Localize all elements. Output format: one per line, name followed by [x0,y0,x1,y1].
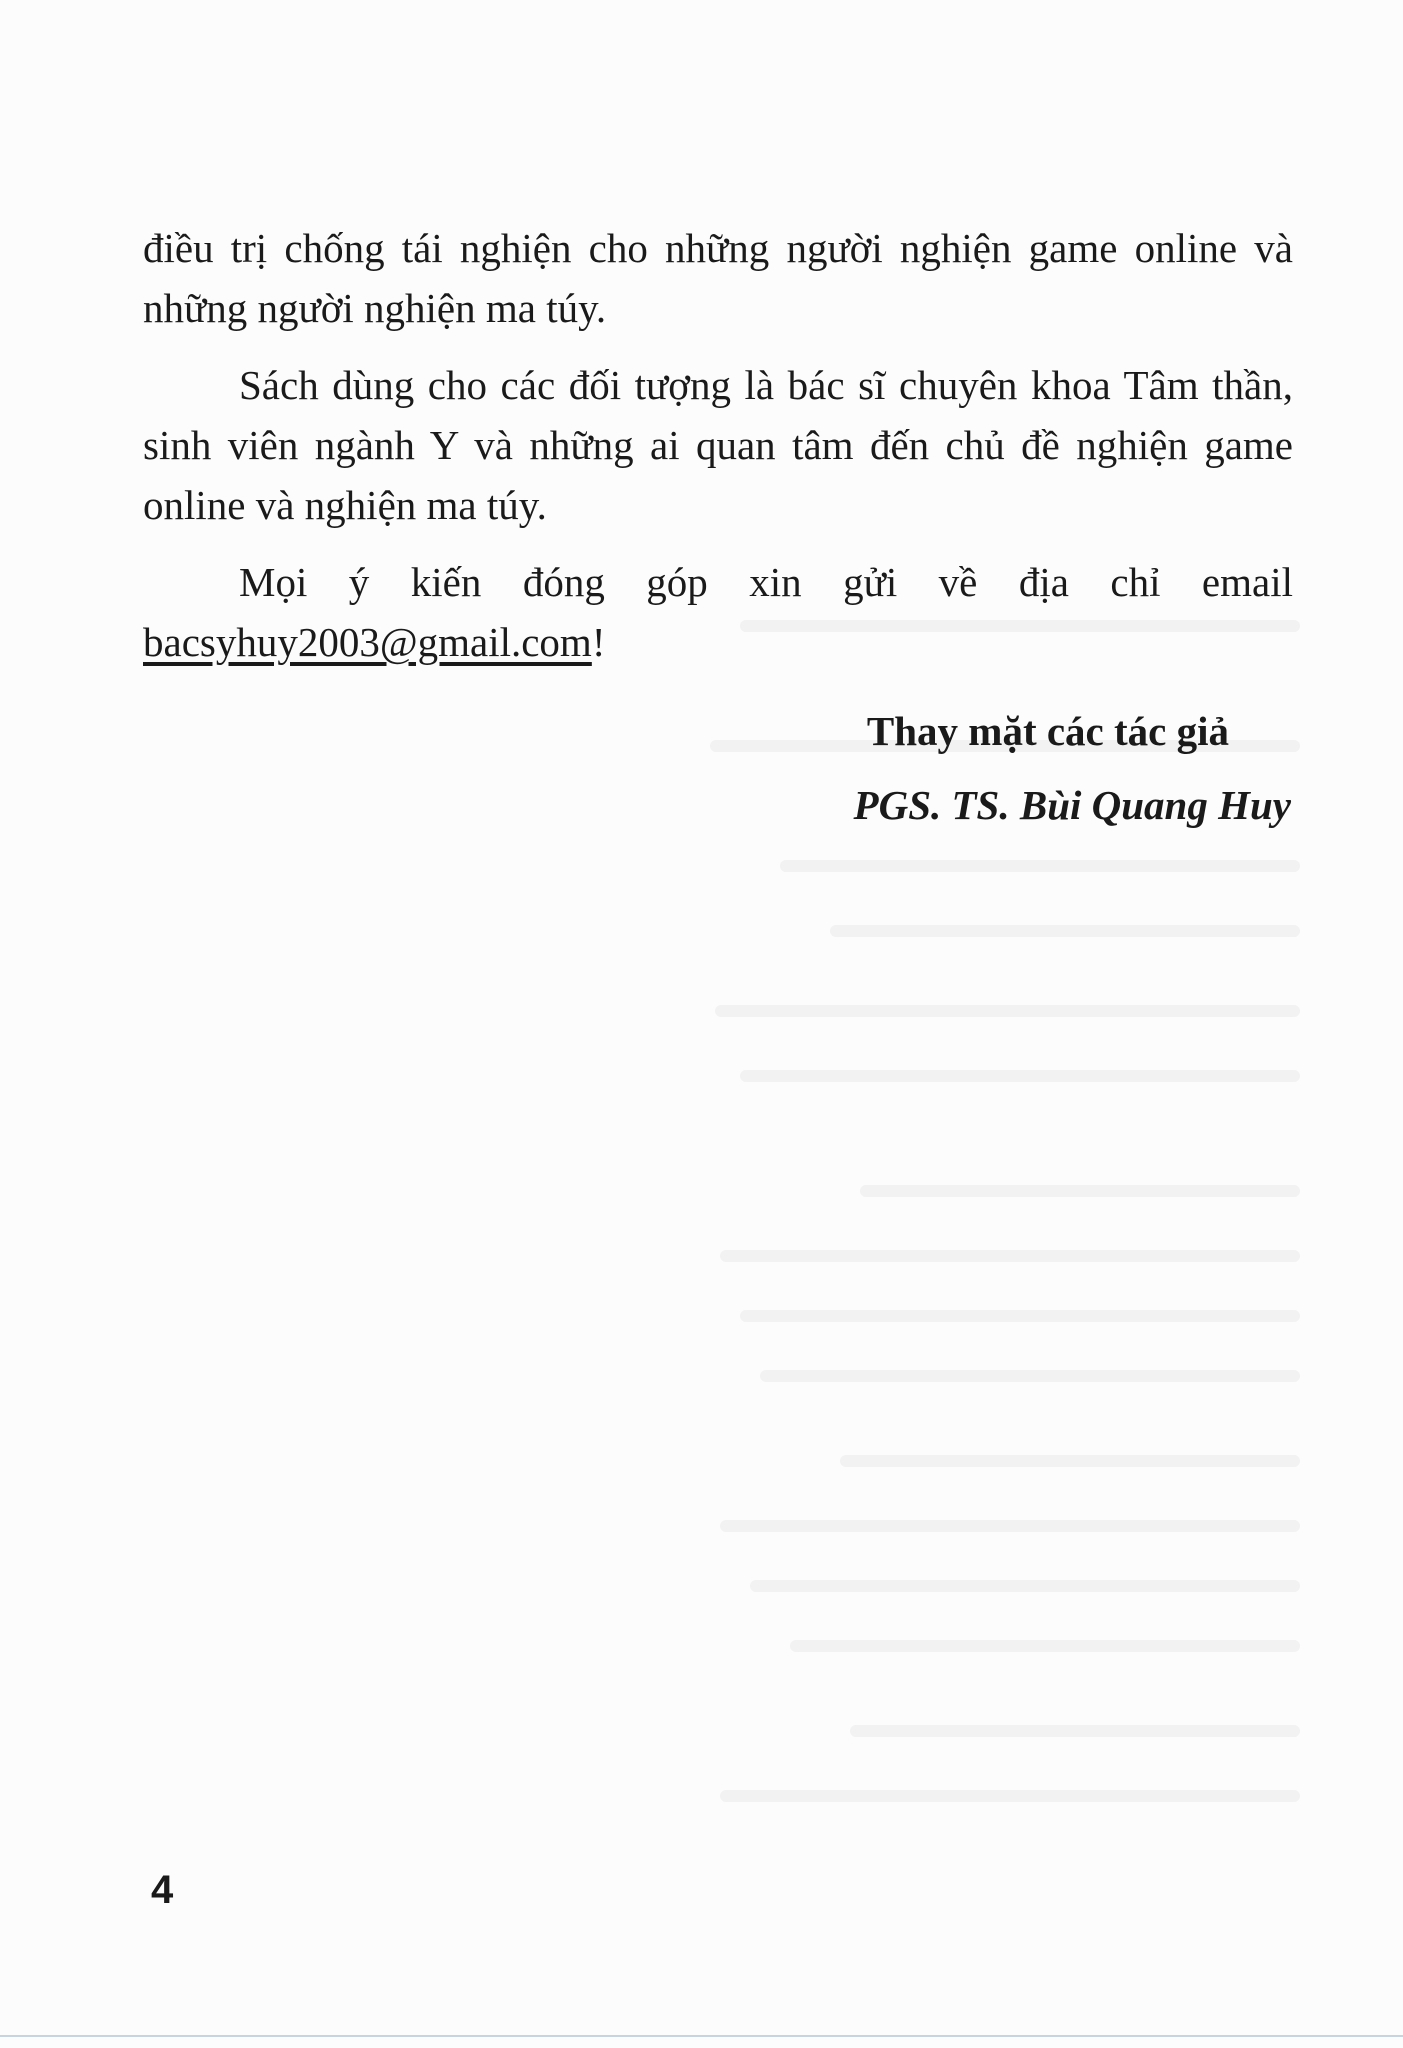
page-edge-rule [0,2035,1403,2037]
paragraph-audience: Sách dùng cho các đối tượng là bác sĩ chuyên khoa Tâm thần, sinh viên ngành Y và những ai quan tâm đến chủ đề nghiện game online và nghiện ma túy. [143,362,1293,528]
signature-name: PGS. TS. Bùi Quang Huy [853,782,1291,828]
body-text [143,218,1293,672]
contact-lead: Mọi ý kiến đóng góp xin gửi về địa chỉ email [239,559,1293,605]
paragraph-contact [143,552,1293,672]
contact-trailing: ! [591,619,606,665]
paragraph-treatment: điều trị chống tái nghiện cho những người nghiện game online và những người nghiện ma túy. [143,225,1293,331]
signature-block [691,694,1291,842]
email-link[interactable]: bacsyhuy2003@gmail.com [143,619,592,665]
signature-role: Thay mặt các tác giả [866,708,1229,754]
page-number: 4 [151,1868,174,1912]
